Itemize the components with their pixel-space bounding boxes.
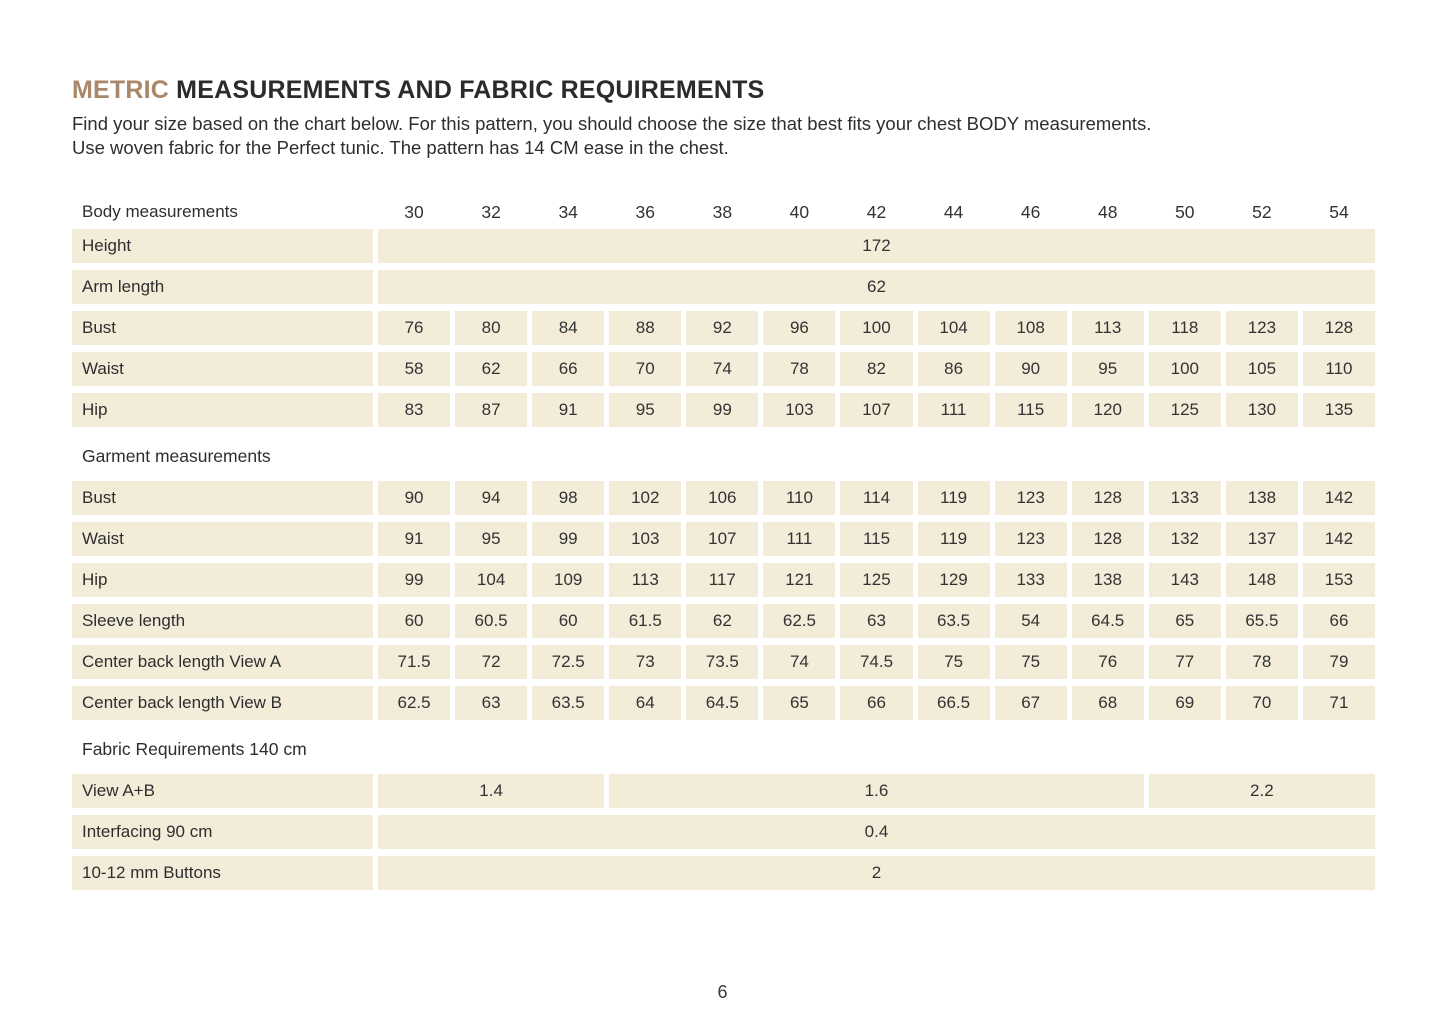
row-10-12-mm-buttons — [72, 856, 1375, 890]
value-cell: 94 — [455, 481, 527, 515]
value-cell: 148 — [1226, 563, 1298, 597]
size-column-header: 38 — [712, 201, 733, 222]
value-cell: 72.5 — [532, 645, 604, 679]
value-cell: 74.5 — [840, 645, 912, 679]
value-cell: 107 — [686, 522, 758, 556]
value-cell: 73.5 — [686, 645, 758, 679]
value-cell: 120 — [1072, 393, 1144, 427]
page-content — [72, 0, 1375, 897]
row-label: Bust — [72, 311, 373, 345]
value-cell: 75 — [995, 645, 1067, 679]
value-cell: 95 — [1072, 352, 1144, 386]
value-cell: 70 — [609, 352, 681, 386]
value-cell: 62.5 — [763, 604, 835, 638]
value-cell: 100 — [1149, 352, 1221, 386]
value-cell: 119 — [918, 522, 990, 556]
size-column-header: 30 — [404, 201, 424, 222]
section-header-garment-measurements: Garment measurements — [82, 445, 271, 466]
value-cell: 87 — [455, 393, 527, 427]
row-hip — [72, 393, 1375, 427]
value-cell: 62.5 — [378, 686, 450, 720]
value-cell: 68 — [1072, 686, 1144, 720]
value-cell: 137 — [1226, 522, 1298, 556]
value-cell: 76 — [1072, 645, 1144, 679]
value-cell: 60 — [532, 604, 604, 638]
value-cell: 123 — [995, 522, 1067, 556]
value-cell: 111 — [763, 522, 835, 556]
value-cell: 66 — [1303, 604, 1375, 638]
value-cell: 83 — [378, 393, 450, 427]
value-cell: 119 — [918, 481, 990, 515]
value-cell: 98 — [532, 481, 604, 515]
value-cell: 65 — [1149, 604, 1221, 638]
size-column-header: 32 — [481, 201, 501, 222]
value-cell: 115 — [995, 393, 1067, 427]
value-cell: 99 — [686, 393, 758, 427]
row-label: Hip — [72, 563, 373, 597]
value-cell: 79 — [1303, 645, 1375, 679]
value-cell: 90 — [995, 352, 1067, 386]
size-column-header: 34 — [558, 201, 578, 222]
value-cell: 111 — [918, 393, 990, 427]
value-cell: 71.5 — [378, 645, 450, 679]
value-cell: 138 — [1072, 563, 1144, 597]
value-cell: 62 — [455, 352, 527, 386]
value-cell: 84 — [532, 311, 604, 345]
value-cell: 76 — [378, 311, 450, 345]
value-cell: 102 — [609, 481, 681, 515]
size-column-header: 36 — [635, 201, 655, 222]
value-cell: 2.2 — [1149, 774, 1375, 808]
value-cell: 123 — [995, 481, 1067, 515]
value-cell: 113 — [1072, 311, 1144, 345]
section-header-fabric-requirements-140-cm: Fabric Requirements 140 cm — [82, 738, 307, 759]
row-bust — [72, 481, 1375, 515]
value-cell: 82 — [840, 352, 912, 386]
value-cell: 108 — [995, 311, 1067, 345]
value-cell: 61.5 — [609, 604, 681, 638]
value-cell: 128 — [1072, 481, 1144, 515]
value-cell: 113 — [609, 563, 681, 597]
value-cell: 75 — [918, 645, 990, 679]
row-label: Bust — [72, 481, 373, 515]
size-column-header: 52 — [1252, 201, 1272, 222]
value-cell: 129 — [918, 563, 990, 597]
value-cell: 109 — [532, 563, 604, 597]
row-center-back-length-view-a — [72, 645, 1375, 679]
value-cell: 103 — [609, 522, 681, 556]
value-cell: 1.4 — [378, 774, 604, 808]
row-label: Height — [72, 229, 373, 263]
value-cell: 128 — [1072, 522, 1144, 556]
value-cell: 110 — [1303, 352, 1375, 386]
row-label: 10-12 mm Buttons — [72, 856, 373, 890]
page-number: 6 — [717, 982, 728, 1002]
value-cell: 110 — [763, 481, 835, 515]
value-cell: 64 — [609, 686, 681, 720]
value-cell: 78 — [763, 352, 835, 386]
size-column-header: 40 — [789, 201, 810, 222]
value-cell: 66 — [840, 686, 912, 720]
value-cell: 99 — [532, 522, 604, 556]
value-cell: 104 — [455, 563, 527, 597]
value-cell: 115 — [840, 522, 912, 556]
value-cell: 123 — [1226, 311, 1298, 345]
value-cell: 2 — [378, 856, 1375, 890]
value-cell: 88 — [609, 311, 681, 345]
value-cell: 54 — [995, 604, 1067, 638]
value-cell: 62 — [378, 270, 1375, 304]
value-cell: 117 — [686, 563, 758, 597]
row-interfacing-90-cm — [72, 815, 1375, 849]
value-cell: 92 — [686, 311, 758, 345]
value-cell: 96 — [763, 311, 835, 345]
value-cell: 121 — [763, 563, 835, 597]
size-column-header: 42 — [866, 201, 887, 222]
value-cell: 67 — [995, 686, 1067, 720]
value-cell: 125 — [1149, 393, 1221, 427]
value-cell: 91 — [378, 522, 450, 556]
size-column-header: 48 — [1097, 201, 1118, 222]
row-label: Sleeve length — [72, 604, 373, 638]
value-cell: 70 — [1226, 686, 1298, 720]
value-cell: 95 — [455, 522, 527, 556]
value-cell: 125 — [840, 563, 912, 597]
value-cell: 72 — [455, 645, 527, 679]
row-label: Waist — [72, 522, 373, 556]
value-cell: 95 — [609, 393, 681, 427]
value-cell: 106 — [686, 481, 758, 515]
row-bust — [72, 311, 1375, 345]
value-cell: 58 — [378, 352, 450, 386]
size-column-header: 46 — [1020, 201, 1041, 222]
value-cell: 100 — [840, 311, 912, 345]
value-cell: 86 — [918, 352, 990, 386]
value-cell: 60 — [378, 604, 450, 638]
value-cell: 133 — [995, 563, 1067, 597]
value-cell: 62 — [686, 604, 758, 638]
value-cell: 73 — [609, 645, 681, 679]
value-cell: 60.5 — [455, 604, 527, 638]
value-cell: 90 — [378, 481, 450, 515]
value-cell: 74 — [763, 645, 835, 679]
row-waist — [72, 352, 1375, 386]
row-height — [72, 229, 1375, 263]
value-cell: 132 — [1149, 522, 1221, 556]
value-cell: 69 — [1149, 686, 1221, 720]
row-label: Body measurements — [82, 202, 238, 221]
row-arm-length — [72, 270, 1375, 304]
row-hip — [72, 563, 1375, 597]
value-cell: 130 — [1226, 393, 1298, 427]
intro-line-1: Find your size based on the chart below. For this pattern, you should choose the size that best fits your chest BODY measurements. — [72, 113, 1152, 134]
value-cell: 91 — [532, 393, 604, 427]
value-cell: 65 — [763, 686, 835, 720]
header-row — [72, 195, 1375, 229]
value-cell: 142 — [1303, 522, 1375, 556]
row-label: Hip — [72, 393, 373, 427]
size-column-header: 44 — [943, 201, 964, 222]
value-cell: 103 — [763, 393, 835, 427]
value-cell: 77 — [1149, 645, 1221, 679]
row-label: Center back length View A — [72, 645, 373, 679]
row-label: Interfacing 90 cm — [72, 815, 373, 849]
value-cell: 78 — [1226, 645, 1298, 679]
size-column-header: 50 — [1175, 201, 1195, 222]
value-cell: 107 — [840, 393, 912, 427]
page-title — [72, 0, 1375, 105]
page-title-accent: METRIC — [72, 76, 170, 104]
value-cell: 114 — [840, 481, 912, 515]
value-cell: 63 — [455, 686, 527, 720]
value-cell: 1.6 — [609, 774, 1144, 808]
row-label: View A+B — [72, 774, 373, 808]
value-cell: 63 — [840, 604, 912, 638]
value-cell: 118 — [1149, 311, 1221, 345]
size-column-header: 54 — [1329, 201, 1349, 222]
page-title-rest: MEASUREMENTS AND FABRIC REQUIREMENTS — [169, 76, 765, 104]
value-cell: 143 — [1149, 563, 1221, 597]
value-cell: 65.5 — [1226, 604, 1298, 638]
intro-line-2: Use woven fabric for the Perfect tunic. The pattern has 14 CM ease in the chest. — [72, 136, 729, 158]
value-cell: 142 — [1303, 481, 1375, 515]
value-cell: 66.5 — [918, 686, 990, 720]
row-view-a-b — [72, 774, 1375, 808]
value-cell: 128 — [1303, 311, 1375, 345]
row-center-back-length-view-b — [72, 686, 1375, 720]
value-cell: 80 — [455, 311, 527, 345]
measurement-table — [72, 195, 1375, 890]
row-label: Center back length View B — [72, 686, 373, 720]
value-cell: 99 — [378, 563, 450, 597]
value-cell: 153 — [1303, 563, 1375, 597]
page-intro — [72, 112, 1375, 159]
value-cell: 74 — [686, 352, 758, 386]
row-sleeve-length — [72, 604, 1375, 638]
row-waist — [72, 522, 1375, 556]
value-cell: 172 — [378, 229, 1375, 263]
value-cell: 63.5 — [532, 686, 604, 720]
row-label: Arm length — [72, 270, 373, 304]
value-cell: 64.5 — [1072, 604, 1144, 638]
value-cell: 71 — [1303, 686, 1375, 720]
value-cell: 64.5 — [686, 686, 758, 720]
value-cell: 105 — [1226, 352, 1298, 386]
value-cell: 104 — [918, 311, 990, 345]
value-cell: 63.5 — [918, 604, 990, 638]
value-cell: 66 — [532, 352, 604, 386]
value-cell: 138 — [1226, 481, 1298, 515]
value-cell: 133 — [1149, 481, 1221, 515]
value-cell: 135 — [1303, 393, 1375, 427]
row-label: Waist — [72, 352, 373, 386]
value-cell: 0.4 — [378, 815, 1375, 849]
